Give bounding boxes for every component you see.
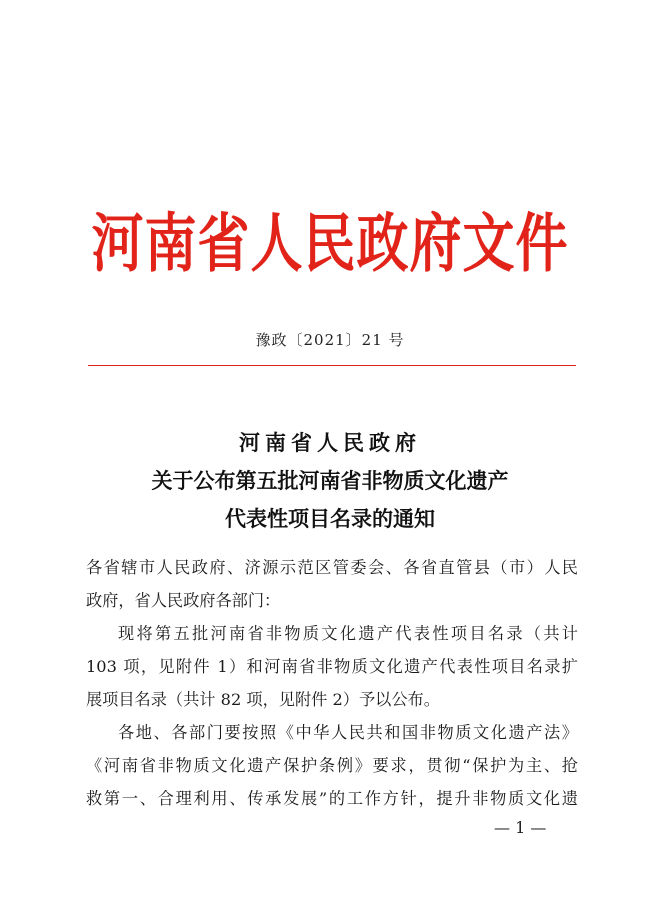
paragraph-2-line-3: 救第一、合理利用、传承发展”的工作方针，提升非物质文化遗 [86,789,578,808]
title-issuer: 河南省人民政府 [239,431,421,455]
notice-title [0,424,660,538]
paragraph-1-line-1: 现将第五批河南省非物质文化遗产代表性项目名录（共计 [118,624,578,643]
document-number: 豫政〔2021〕21 号 [255,331,405,349]
body-text [86,551,578,815]
recipient-line-1: 各省辖市人民政府、济源示范区管委会、各省直管县（市）人民 [86,558,578,577]
masthead-title: 河南省人民政府文件 [91,206,569,282]
paragraph-2-line-1: 各地、各部门要按照《中华人民共和国非物质文化遗产法》 [118,723,578,742]
recipient-line-2: 政府，省人民政府各部门： [86,591,281,610]
paragraph-1-line-2: 103 项，见附件 1）和河南省非物质文化遗产代表性项目名录扩 [86,657,578,676]
page-number: — 1 — [494,818,547,837]
red-separator-line [88,365,576,366]
paragraph-2-line-2: 《河南省非物质文化遗产保护条例》要求，贯彻“保护为主、抢 [86,756,578,775]
title-line-2: 关于公布第五批河南省非物质文化遗产 [151,469,509,493]
title-line-3: 代表性项目名录的通知 [225,507,435,531]
paragraph-1-line-3: 展项目名录（共计 82 项，见附件 2）予以公布。 [86,690,440,709]
